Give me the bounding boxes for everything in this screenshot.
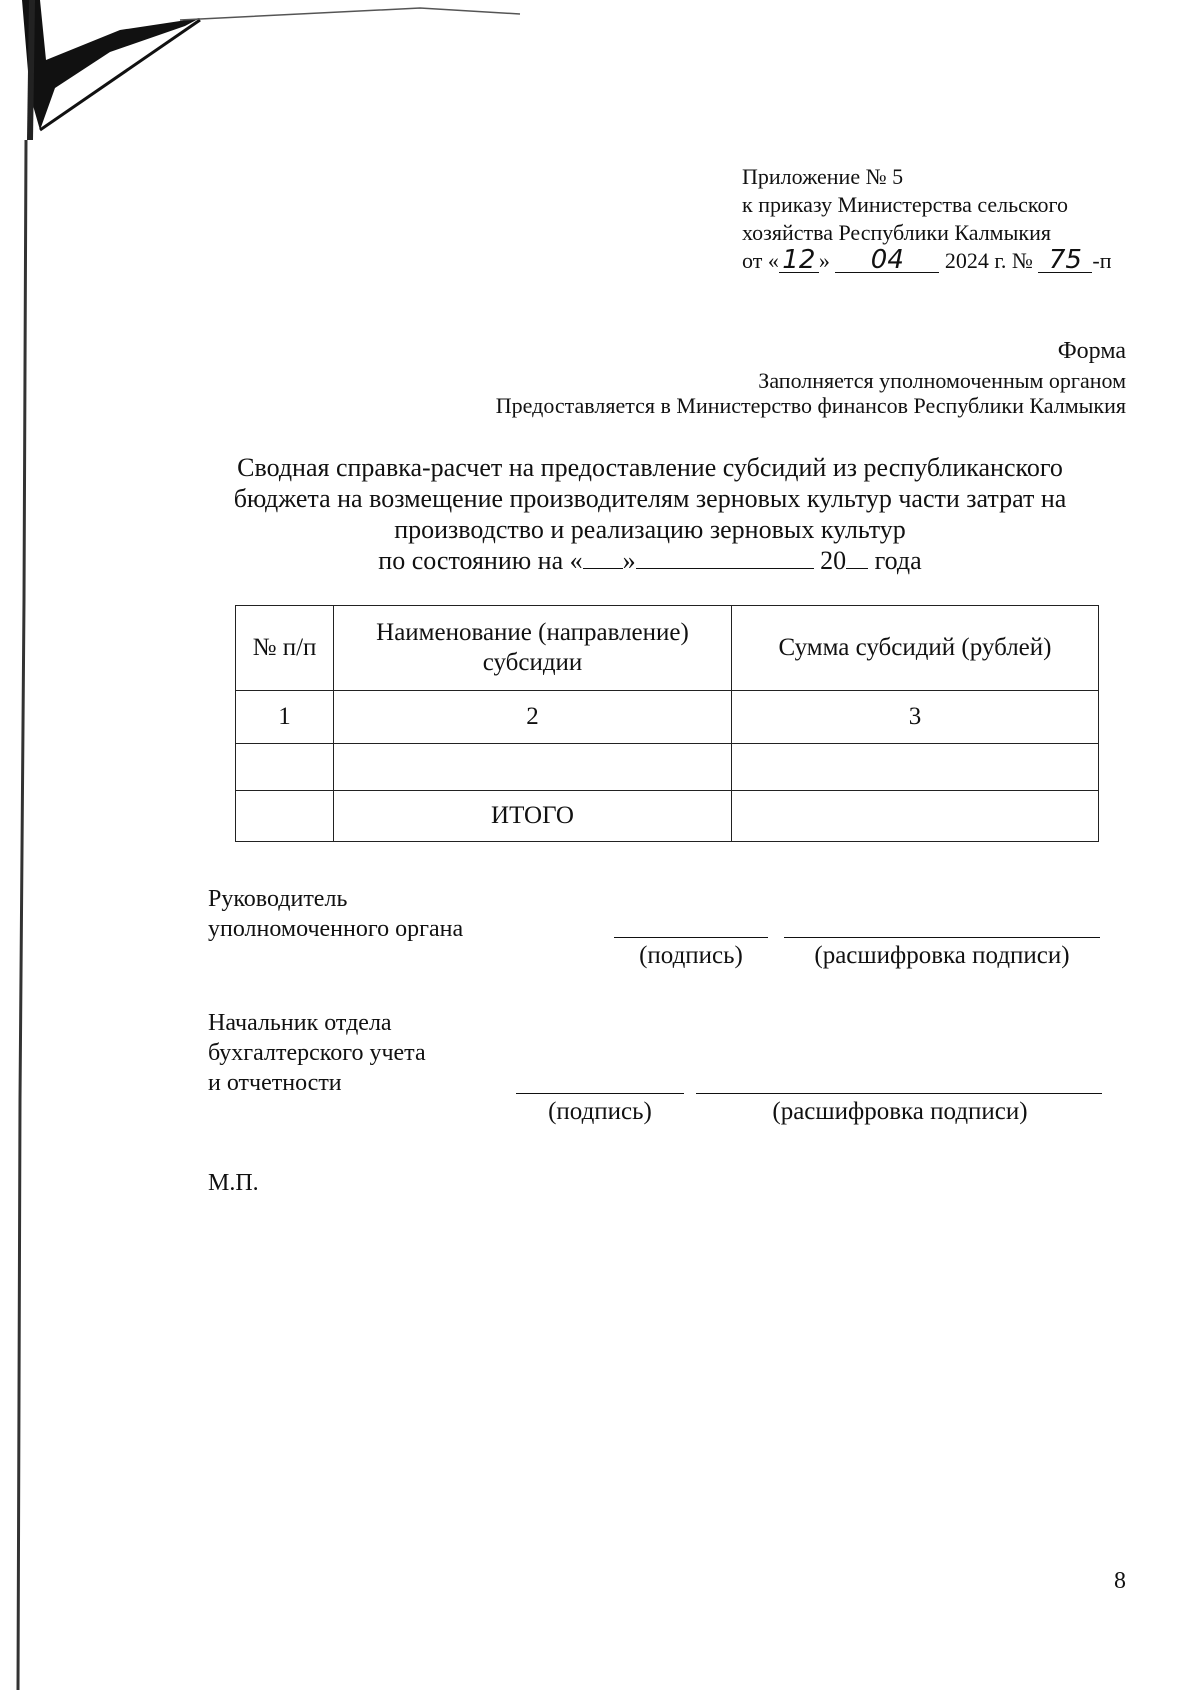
title-line-2: бюджета на возмещение производителям зерновых культур части затрат на: [233, 484, 1067, 513]
column-number-2: 2: [334, 691, 732, 744]
status-year: 20: [820, 546, 847, 575]
table-column-numbers-row: [236, 691, 1099, 744]
handwritten-number: 75: [1038, 248, 1092, 273]
head-decode-line[interactable]: [784, 937, 1100, 938]
head-signature-line[interactable]: [614, 937, 768, 938]
total-label: ИТОГО: [334, 791, 732, 842]
title-line-3: производство и реализацию зерновых культур: [394, 515, 906, 544]
column-number-3: 3: [732, 691, 1099, 744]
appendix-number: Приложение № 5: [742, 164, 904, 189]
page-number: 8: [1114, 1568, 1126, 1594]
number-suffix: -п: [1092, 248, 1112, 273]
appendix-reference: [742, 163, 1122, 275]
column-number-1: 1: [236, 691, 334, 744]
table-header-row: [236, 606, 1099, 691]
handwritten-month: 04: [835, 248, 939, 273]
accountant-decode-caption: (расшифровка подписи): [772, 1098, 1028, 1125]
cell-empty-number[interactable]: [236, 744, 334, 791]
head-title-line-1: Руководитель: [208, 886, 348, 912]
status-suffix: года: [874, 546, 922, 575]
title-status-line: [180, 545, 1120, 576]
header-subsidy-name: Наименование (направление) субсидии: [334, 606, 732, 691]
cell-total-amount[interactable]: [732, 791, 1099, 842]
subsidy-table: [235, 605, 1099, 842]
handwritten-day: 12: [779, 248, 819, 273]
head-title-line-2: уполномоченного органа: [208, 916, 464, 942]
status-day-blank[interactable]: [583, 546, 623, 569]
form-label: Форма: [1057, 338, 1126, 364]
accountant-decode-line[interactable]: [696, 1093, 1102, 1094]
accountant-signature-caption: (подпись): [548, 1098, 652, 1125]
header-subsidy-amount: Сумма субсидий (рублей): [732, 606, 1099, 691]
submitted-to-label: Предоставляется в Министерство финансов Республики Калмыкия: [495, 393, 1126, 418]
accountant-title-line-2: бухгалтерского учета: [208, 1040, 426, 1066]
accountant-signature-line[interactable]: [516, 1093, 684, 1094]
status-mid: »: [622, 546, 636, 575]
head-signature-caption: (подпись): [639, 942, 743, 969]
cell-empty-amount[interactable]: [732, 744, 1099, 791]
appendix-ministry-line: хозяйства Республики Калмыкия: [742, 220, 1051, 245]
document-title: [180, 452, 1120, 576]
appendix-date-line: [742, 247, 1122, 275]
status-prefix: по состоянию на «: [378, 546, 583, 575]
cell-total-number: [236, 791, 334, 842]
accountant-signatory-title: [208, 1008, 568, 1098]
appendix-order-line: к приказу Министерства сельского: [742, 192, 1068, 217]
seal-placeholder: М.П.: [208, 1170, 259, 1196]
accountant-title-line-3: и отчетности: [208, 1070, 342, 1096]
date-prefix: от «: [742, 248, 779, 273]
table-total-row: [236, 791, 1099, 842]
status-month-blank[interactable]: [636, 546, 814, 569]
title-line-1: Сводная справка-расчет на предоставление субсидий из республиканского: [237, 453, 1063, 482]
header-number: № п/п: [236, 606, 334, 691]
filled-by-label: Заполняется уполномоченным органом: [758, 368, 1126, 393]
head-signatory-title: [208, 884, 568, 944]
table-row: [236, 744, 1099, 791]
head-decode-caption: (расшифровка подписи): [814, 942, 1070, 969]
date-year: 2024 г. №: [944, 248, 1033, 273]
accountant-title-line-1: Начальник отдела: [208, 1010, 392, 1036]
status-year-blank[interactable]: [846, 546, 868, 569]
date-mid: »: [818, 248, 830, 273]
cell-empty-name[interactable]: [334, 744, 732, 791]
